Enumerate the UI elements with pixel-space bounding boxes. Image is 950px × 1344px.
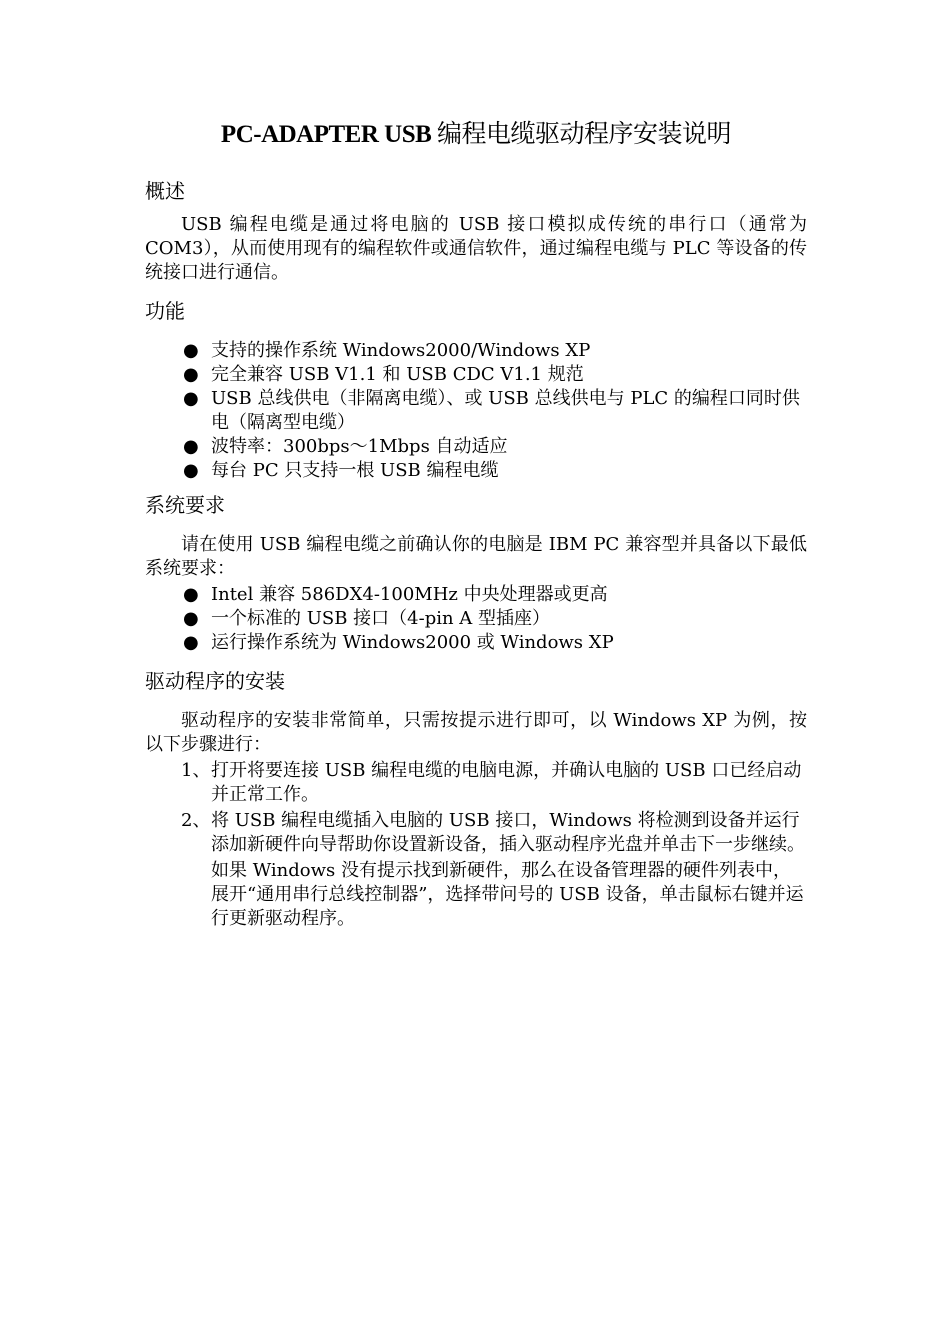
requirement-text: 一个标准的 USB 接口（4-pin A 型插座） — [211, 608, 551, 629]
install-step — [145, 809, 807, 857]
list-item — [145, 607, 807, 631]
list-item — [145, 387, 807, 435]
section-heading-requirements: 系统要求 — [145, 493, 225, 517]
list-item — [145, 631, 807, 655]
section-heading-install: 驱动程序的安装 — [145, 669, 285, 693]
install-step — [145, 759, 807, 807]
list-item — [145, 435, 807, 459]
requirement-text: 运行操作系统为 Windows2000 或 Windows XP — [211, 632, 614, 653]
feature-text: 每台 PC 只支持一根 USB 编程电缆 — [211, 460, 499, 481]
requirements-paragraph: 请在使用 USB 编程电缆之前确认你的电脑是 IBM PC 兼容型并具备以下最低系统要求： — [145, 534, 807, 579]
document-title-cjk: 编程电缆驱动程序安装说明 — [437, 119, 732, 148]
bullet-icon: ● — [183, 436, 199, 457]
feature-text: USB 总线供电（非隔离电缆）、或 USB 总线供电与 PLC 的编程口同时供电（隔离型电缆） — [211, 388, 800, 433]
list-item — [145, 363, 807, 387]
requirements-list — [145, 583, 807, 655]
install-steps — [145, 759, 807, 857]
feature-text: 波特率：300bps～1Mbps 自动适应 — [211, 436, 508, 457]
overview-paragraph: USB 编程电缆是通过将电脑的 USB 接口模拟成传统的串行口（通常为COM3），从而使用现有的编程软件或通信软件，通过编程电缆与 PLC 等设备的传统接口进行通信。 — [145, 214, 807, 283]
step-number: 1、 — [181, 760, 211, 781]
section-heading-overview: 概述 — [145, 179, 185, 203]
step-text: 将 USB 编程电缆插入电脑的 USB 接口，Windows 将检测到设备并运行添加新硬件向导帮助你设置新设备，插入驱动程序光盘并单击下一步继续。 — [211, 810, 805, 855]
step-text: 打开将要连接 USB 编程电缆的电脑电源，并确认电脑的 USB 口已经启动并正常工作。 — [211, 760, 802, 805]
document-title-latin: PC-ADAPTER USB — [220, 121, 438, 148]
document-content — [145, 118, 807, 931]
install-note: 如果 Windows 没有提示找到新硬件，那么在设备管理器的硬件列表中，展开“通用串行总线控制器”，选择带问号的 USB 设备，单击鼠标右键并运行更新驱动程序。 — [211, 860, 804, 929]
install-paragraph: 驱动程序的安装非常简单，只需按提示进行即可，以 Windows XP 为例，按以下步骤进行： — [145, 710, 807, 755]
feature-text: 完全兼容 USB V1.1 和 USB CDC V1.1 规范 — [211, 364, 584, 385]
bullet-icon: ● — [183, 460, 199, 481]
features-list — [145, 339, 807, 483]
section-heading-features: 功能 — [145, 299, 185, 323]
bullet-icon: ● — [183, 584, 199, 605]
requirement-text: Intel 兼容 586DX4-100MHz 中央处理器或更高 — [211, 584, 608, 605]
step-number: 2、 — [181, 810, 211, 831]
bullet-icon: ● — [183, 364, 199, 385]
feature-text: 支持的操作系统 Windows2000/Windows XP — [211, 340, 591, 361]
document-title — [145, 118, 807, 151]
bullet-icon: ● — [183, 340, 199, 361]
list-item — [145, 459, 807, 483]
list-item — [145, 583, 807, 607]
list-item — [145, 339, 807, 363]
bullet-icon: ● — [183, 388, 199, 409]
bullet-icon: ● — [183, 608, 199, 629]
bullet-icon: ● — [183, 632, 199, 653]
